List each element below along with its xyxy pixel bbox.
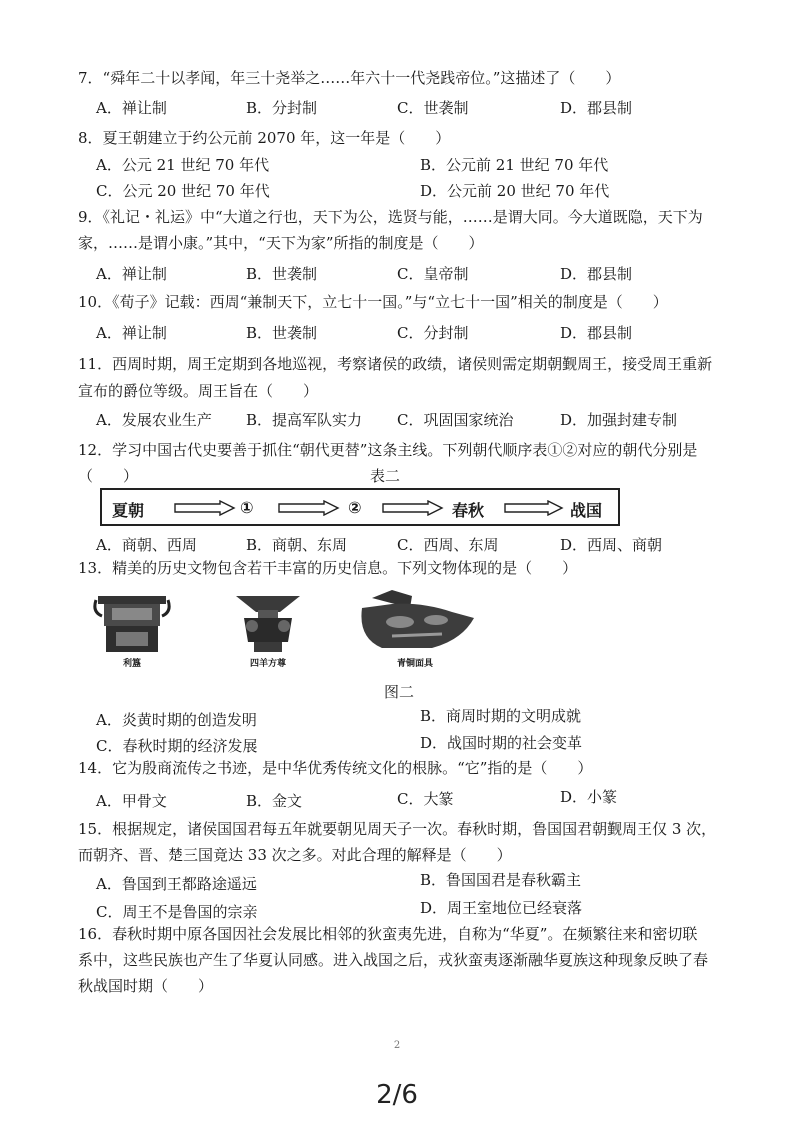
artifact-li-gui bbox=[92, 592, 172, 670]
q9-stem-line1: 9．《礼记・礼运》中“大道之行也，天下为公，选贤与能，……是谓大同。今大道既隐，天下为 bbox=[78, 208, 703, 226]
figure2-caption: 图二 bbox=[384, 683, 415, 701]
q7-stem: 7．“舜年二十以孝闻，年三十尧举之……年六十一代尧践帝位。”这描述了（ ） bbox=[78, 69, 621, 87]
q15-stem-line1: 15．根据规定，诸侯国国君每五年就要朝见周天子一次。春秋时期，鲁国国君朝觐周王仅 3 次， bbox=[78, 820, 717, 838]
q11-stem-line1: 11．西周时期，周王定期到各地巡视，考察诸侯的政绩，诸侯则需定期朝觐周王，接受周王重新 bbox=[78, 355, 713, 373]
q15-option-b: B．鲁国国君是春秋霸主 bbox=[420, 871, 582, 889]
q8-option-b: B．公元前 21 世纪 70 年代 bbox=[420, 156, 609, 174]
q14-option-c: C．大篆 bbox=[397, 790, 454, 808]
q16-stem-line1: 16．春秋时期中原各国因社会发展比相邻的狄蛮夷先进，自称为“华夏”。在频繁往来和密切联 bbox=[78, 925, 698, 943]
q14-stem: 14．它为殷商流传之书迹，是中华优秀传统文化的根脉。“它”指的是（ ） bbox=[78, 759, 593, 777]
q14-option-b: B．金文 bbox=[246, 792, 303, 810]
q15-option-d: D．周王室地位已经衰落 bbox=[420, 899, 583, 917]
q15-stem-line2: 而朝齐、晋、楚三国竟达 33 次之多。对此合理的解释是（ ） bbox=[78, 846, 512, 864]
q7-option-b: B．分封制 bbox=[246, 99, 318, 117]
li-gui-image bbox=[92, 592, 172, 654]
page-number: 2 bbox=[393, 1040, 401, 1051]
four-ram-zun-image bbox=[232, 592, 304, 654]
q11-option-d: D．加强封建专制 bbox=[560, 411, 678, 429]
q10-option-a: A．禅让制 bbox=[96, 324, 167, 342]
q9-option-b: B．世袭制 bbox=[246, 265, 318, 283]
q11-option-c: C．巩固国家统治 bbox=[397, 411, 514, 429]
q11-stem-line2: 宣布的爵位等级。周王旨在（ ） bbox=[78, 382, 319, 400]
q13-stem: 13．精美的历史文物包含若干丰富的历史信息。下列文物体现的是（ ） bbox=[78, 559, 578, 577]
right-arrow-icon bbox=[382, 500, 444, 516]
q9-option-d: D．郡县制 bbox=[560, 265, 633, 283]
right-arrow-icon bbox=[504, 500, 564, 516]
q9-option-c: C．皇帝制 bbox=[397, 265, 469, 283]
q8-option-c: C．公元 20 世纪 70 年代 bbox=[96, 182, 270, 200]
artifact-label-li-gui: 利簋 bbox=[122, 659, 141, 669]
q13-option-d: D．战国时期的社会变革 bbox=[420, 734, 583, 752]
artifact-label-bronze-mask: 青铜面具 bbox=[396, 659, 433, 669]
q7-option-a: A．禅让制 bbox=[96, 99, 167, 117]
q9-option-a: A．禅让制 bbox=[96, 265, 167, 283]
q7-option-d: D．郡县制 bbox=[560, 99, 633, 117]
right-arrow-icon bbox=[278, 500, 340, 516]
q11-option-b: B．提高军队实力 bbox=[246, 411, 363, 429]
q16-stem-line2: 系中，这些民族也产生了华夏认同感。进入战国之后，戎狄蛮夷逐渐融华夏族这种现象反映了春 bbox=[78, 951, 709, 969]
q10-option-d: D．郡县制 bbox=[560, 324, 633, 342]
q12-option-c: C．西周、东周 bbox=[397, 536, 499, 554]
q11-option-a: A．发展农业生产 bbox=[96, 411, 212, 429]
q12-option-d: D．西周、商朝 bbox=[560, 536, 663, 554]
artifact-bronze-mask bbox=[352, 588, 478, 670]
q14-option-d: D．小篆 bbox=[560, 788, 618, 806]
q12-option-b: B．商朝、东周 bbox=[246, 536, 348, 554]
q9-stem-line2: 家，……是谓小康。”其中，“天下为家”所指的制度是（ ） bbox=[78, 234, 484, 252]
q15-option-c: C．周王不是鲁国的宗亲 bbox=[96, 903, 258, 921]
right-arrow-icon bbox=[174, 500, 236, 516]
q12-option-a: A．商朝、西周 bbox=[96, 536, 197, 554]
q7-option-c: C．世袭制 bbox=[397, 99, 469, 117]
q8-option-a: A．公元 21 世纪 70 年代 bbox=[96, 156, 270, 174]
q13-option-b: B．商周时期的文明成就 bbox=[420, 707, 582, 725]
q8-option-d: D．公元前 20 世纪 70 年代 bbox=[420, 182, 610, 200]
dynasty-node-blank-1: ① bbox=[240, 498, 254, 517]
q13-option-a: A．炎黄时期的创造发明 bbox=[96, 711, 257, 729]
q10-stem: 10．《荀子》记载：西周“兼制天下，立七十一国。”与“立七十一国”相关的制度是（ ） bbox=[78, 293, 668, 311]
dynasty-node-blank-2: ② bbox=[348, 498, 362, 517]
bronze-mask-image bbox=[352, 588, 478, 654]
artifact-four-ram-square-zun bbox=[232, 592, 304, 670]
q13-option-c: C．春秋时期的经济发展 bbox=[96, 737, 258, 755]
dynasty-node-xia: 夏朝 bbox=[112, 501, 145, 520]
q15-option-a: A．鲁国到王都路途遥远 bbox=[96, 875, 257, 893]
q10-option-b: B．世袭制 bbox=[246, 324, 318, 342]
dynasty-sequence-table bbox=[100, 488, 620, 526]
q10-option-c: C．分封制 bbox=[397, 324, 469, 342]
q12-stem-line1: 12．学习中国古代史要善于抓住“朝代更替”这条主线。下列朝代顺序表①②对应的朝代分别是 bbox=[78, 441, 698, 459]
q14-option-a: A．甲骨文 bbox=[96, 792, 167, 810]
q12-stem-line2: （ ） bbox=[78, 467, 139, 485]
table2-caption: 表二 bbox=[370, 467, 401, 485]
q8-stem: 8．夏王朝建立于约公元前 2070 年，这一年是（ ） bbox=[78, 129, 451, 147]
page-counter: 2/6 bbox=[376, 1080, 418, 1110]
artifact-label-four-ram-zun: 四羊方尊 bbox=[249, 659, 286, 669]
q16-stem-line3: 秋战国时期（ ） bbox=[78, 977, 214, 995]
dynasty-node-chunqiu: 春秋 bbox=[452, 501, 485, 520]
dynasty-node-zhanguo: 战国 bbox=[570, 501, 603, 520]
